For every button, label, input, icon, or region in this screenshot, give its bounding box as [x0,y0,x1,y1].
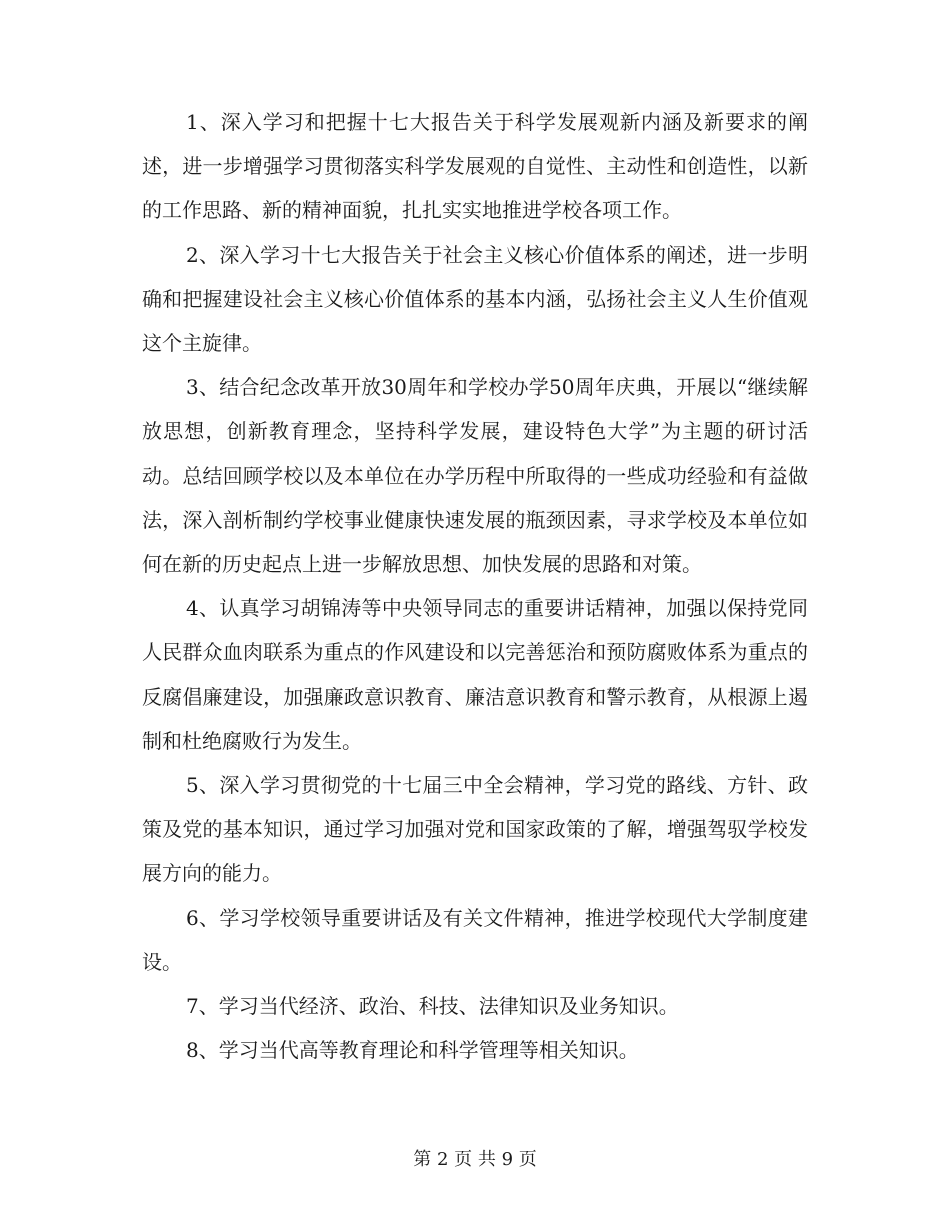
paragraph-1: 1、深入学习和把握十七大报告关于科学发展观新内涵及新要求的阐述，进一步增强学习贯彻落实科学发展观的自觉性、主动性和创造性，以新的工作思路、新的精神面貌，扎扎实实地推进学校各项工作。 [142,110,808,223]
paragraph-3: 3、结合纪念改革开放30周年和学校办学50周年庆典，开展以“继续解放思想，创新教育理念，坚持科学发展，建设特色大学”为主题的研讨活动。总结回顾学校以及本单位在办学历程中所取得的一些成功经验和有益做法，深入剖析制约学校事业健康快速发展的瓶颈因素，寻求学校及本单位如何在新的历史起点上进一步解放思想、加快发展的思路和对策。 [142,375,808,577]
paragraph-2: 2、深入学习十七大报告关于社会主义核心价值体系的阐述，进一步明确和把握建设社会主义核心价值体系的基本内涵，弘扬社会主义人生价值观这个主旋律。 [142,242,808,356]
paragraph-8: 8、学习当代高等教育理论和科学管理等相关知识。 [186,1038,639,1063]
document-body [142,100,808,1072]
paragraph-5: 5、深入学习贯彻党的十七届三中全会精神，学习党的路线、方针、政策及党的基本知识，通过学习加强对党和国家政策的了解，增强驾驭学校发展方向的能力。 [142,773,808,886]
paragraph-4: 4、认真学习胡锦涛等中央领导同志的重要讲话精神，加强以保持党同人民群众血肉联系为重点的作风建设和以完善惩治和预防腐败体系为重点的反腐倡廉建设，加强廉政意识教育、廉洁意识教育和警示教育，从根源上遏制和杜绝腐败行为发生。 [142,596,808,753]
page-number-footer: 第 2 页 共 9 页 [413,1149,537,1170]
paragraph-6: 6、学习学校领导重要讲话及有关文件精神，推进学校现代大学制度建设。 [142,905,808,974]
paragraph-7: 7、学习当代经济、政治、科技、法律知识及业务知识。 [186,994,679,1019]
